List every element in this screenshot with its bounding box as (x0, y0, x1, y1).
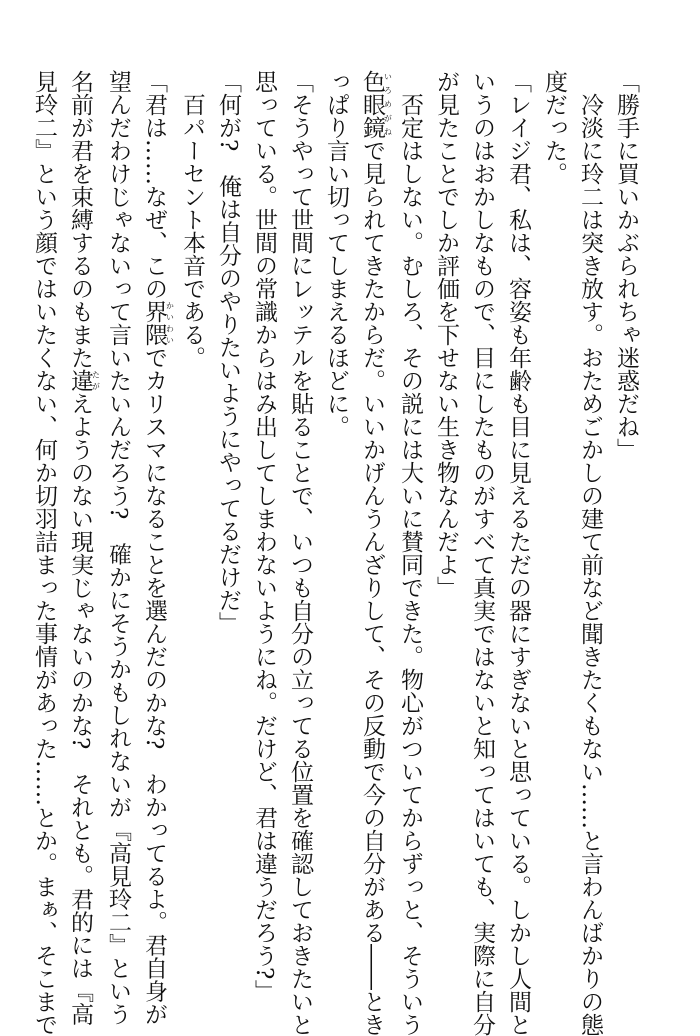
text-line: 思っている。世間の常識からはみ出してしまわないようにね。だけど、君は違うだろう?」 (251, 70, 277, 1003)
text-line: っぱり言い切ってしまえるほどに。 (323, 70, 349, 438)
text-line: 見玲二』という顔ではいたくない、何か切羽詰まった事情があった……とか。まぁ、そこまで (31, 70, 57, 1036)
ruby-reading: たが (91, 369, 101, 392)
text-line: 冷淡に玲二は突き放す。おためごかしの建て前など聞きたくもない……と言わんばかりの態 (577, 70, 603, 1036)
ruby-annotation (141, 300, 175, 346)
text-line-with-ruby (62, 70, 101, 1026)
text-line: 「何が? 俺は自分のやりたいようにやってるだけだ」 (215, 70, 241, 635)
text-run: 「君は……なぜ、この (141, 70, 167, 300)
ruby-base: 違 (67, 369, 93, 392)
text-line: 「レイジ君、私は、容姿も年齢も目に見えるただの器にすぎないと思っている。しかし人間と (505, 70, 531, 1036)
text-line: いうのはおかしなもので、目にしたものがすべて真実ではないと知ってはいても、実際に自分 (469, 70, 495, 1036)
ruby-reading: かいわい (165, 300, 175, 346)
text-line: 百パーセント本音である。 (179, 70, 205, 369)
ruby-base: 色眼鏡 (359, 70, 385, 139)
text-line: 「勝手に買いかぶられちゃ迷惑だね」 (613, 70, 639, 461)
ruby-annotation (67, 369, 101, 392)
vertical-text-body (31, 70, 644, 1036)
text-line-with-ruby (354, 70, 393, 1036)
text-run: で見られてきたからだ。いいかげんうんざりして、その反動で今の自分がある――とき (359, 139, 385, 1036)
text-line: 望んだわけじゃないって言いたいんだろう? 確かにそうかもしれないが『高見玲二』という (105, 70, 131, 1026)
text-line-with-ruby (136, 70, 175, 1026)
text-line: 度だった。 (541, 70, 567, 185)
text-run: でカリスマになることを選んだのかな? わかってるよ。君自身が (141, 346, 167, 1026)
ruby-annotation (359, 70, 393, 139)
text-run: えようのない現実じゃないのかな? それとも。君的には『高 (67, 392, 93, 1026)
text-line: 否定はしない。むしろ、その説には大いに賛同できた。物心がついてからずっと、そういう (397, 70, 423, 1036)
ruby-reading: いろめがね (383, 70, 393, 139)
ruby-base: 界隈 (141, 300, 167, 346)
text-line: 「そうやって世間にレッテルを貼ることで、いつも自分の立ってる位置を確認しておきたいと (287, 70, 313, 1036)
text-line: が見たことでしか評価を下せない生き物なんだよ」 (433, 70, 459, 599)
text-run: 名前が君を束縛するのもまた (67, 70, 93, 369)
